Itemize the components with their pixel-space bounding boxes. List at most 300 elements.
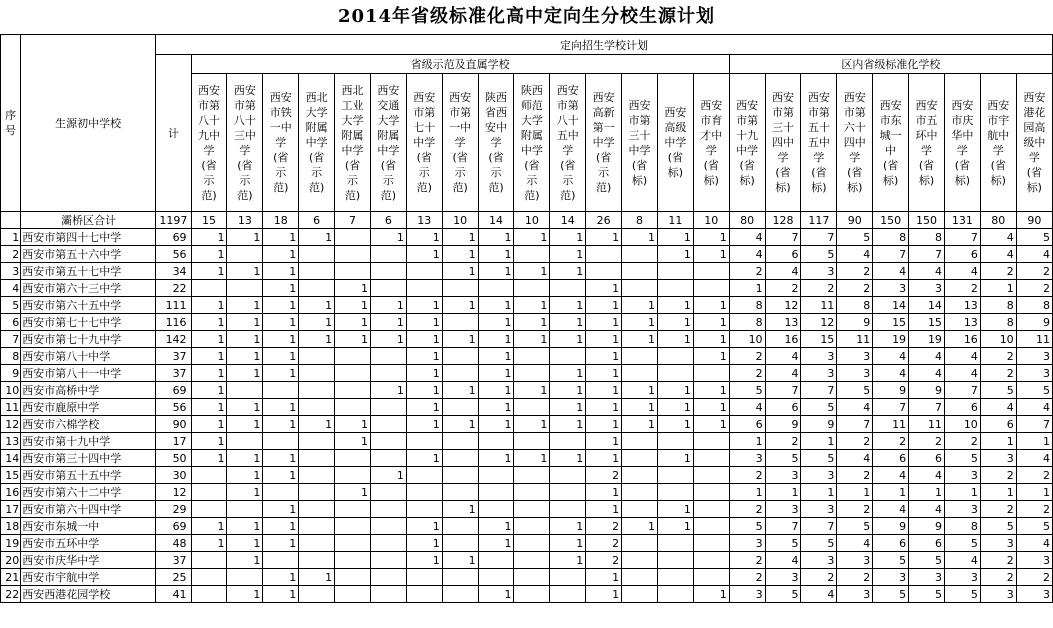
school-col-header: 西安市第十九中学(省标) — [729, 74, 765, 212]
quota-cell — [442, 314, 478, 331]
quota-cell: 1 — [227, 399, 263, 416]
quota-cell — [478, 467, 514, 484]
quota-cell: 19 — [909, 331, 945, 348]
quota-cell — [514, 484, 550, 501]
summary-cell: 18 — [263, 212, 299, 229]
quota-cell — [550, 467, 586, 484]
table-row — [1, 535, 1053, 552]
quota-cell: 1 — [191, 246, 227, 263]
summary-cell: 14 — [478, 212, 514, 229]
quota-cell — [657, 467, 693, 484]
quota-cell: 1 — [227, 314, 263, 331]
school-col-header: 西安市五环中学(省标) — [909, 74, 945, 212]
quota-cell — [657, 484, 693, 501]
quota-cell — [406, 586, 442, 603]
quota-cell — [442, 348, 478, 365]
quota-cell — [406, 263, 442, 280]
quota-cell — [514, 280, 550, 297]
quota-cell — [622, 246, 658, 263]
quota-cell: 1 — [299, 229, 335, 246]
quota-cell: 1 — [980, 433, 1016, 450]
quota-cell — [370, 246, 406, 263]
quota-cell — [335, 229, 371, 246]
quota-cell: 1 — [442, 331, 478, 348]
quota-cell: 2 — [586, 535, 622, 552]
quota-cell: 1 — [191, 348, 227, 365]
table-row — [1, 399, 1053, 416]
quota-cell: 1 — [514, 263, 550, 280]
quota-cell: 3 — [873, 280, 909, 297]
quota-cell: 1 — [299, 569, 335, 586]
school-name: 西安市五环中学 — [21, 535, 156, 552]
quota-cell — [299, 433, 335, 450]
quota-cell: 1 — [227, 416, 263, 433]
quota-cell: 1 — [263, 246, 299, 263]
quota-cell: 9 — [1016, 314, 1052, 331]
quota-cell: 4 — [837, 246, 873, 263]
table-row — [1, 348, 1053, 365]
row-index: 10 — [1, 382, 21, 399]
row-index: 16 — [1, 484, 21, 501]
quota-cell: 1 — [586, 348, 622, 365]
quota-cell: 5 — [980, 518, 1016, 535]
quota-cell: 1 — [227, 450, 263, 467]
quota-cell — [299, 263, 335, 280]
quota-cell: 5 — [873, 552, 909, 569]
quota-cell — [442, 586, 478, 603]
quota-cell: 1 — [191, 382, 227, 399]
quota-cell: 2 — [729, 467, 765, 484]
quota-cell: 1 — [586, 433, 622, 450]
school-col-header: 西安市第八十五中学(省示范) — [550, 74, 586, 212]
quota-cell: 1 — [263, 314, 299, 331]
summary-cell: 10 — [442, 212, 478, 229]
quota-cell: 6 — [765, 399, 801, 416]
row-total: 111 — [156, 297, 191, 314]
quota-cell: 1 — [550, 399, 586, 416]
quota-cell — [227, 433, 263, 450]
quota-cell — [191, 501, 227, 518]
quota-cell — [550, 586, 586, 603]
quota-cell: 1 — [657, 450, 693, 467]
quota-cell: 7 — [873, 246, 909, 263]
quota-cell: 2 — [729, 569, 765, 586]
quota-cell — [442, 399, 478, 416]
quota-cell: 1 — [586, 416, 622, 433]
quota-cell: 1 — [442, 552, 478, 569]
quota-cell: 1 — [227, 365, 263, 382]
quota-cell: 1 — [227, 552, 263, 569]
quota-cell — [478, 501, 514, 518]
quota-cell: 4 — [909, 263, 945, 280]
quota-cell: 3 — [980, 450, 1016, 467]
quota-cell: 1 — [370, 382, 406, 399]
quota-cell: 1 — [191, 433, 227, 450]
quota-cell — [335, 348, 371, 365]
summary-cell: 7 — [335, 212, 371, 229]
quota-cell: 1 — [980, 484, 1016, 501]
school-col-header: 西安市第七十中学(省示范) — [406, 74, 442, 212]
quota-cell — [514, 569, 550, 586]
quota-cell — [622, 586, 658, 603]
quota-cell: 3 — [837, 365, 873, 382]
school-name: 西安市第八十一中学 — [21, 365, 156, 382]
quota-cell: 1 — [478, 365, 514, 382]
quota-cell: 1 — [550, 365, 586, 382]
summary-cell: 10 — [514, 212, 550, 229]
quota-cell: 1 — [693, 382, 729, 399]
summary-label: 灞桥区合计 — [21, 212, 156, 229]
school-col-header: 西安交通大学附属中学(省示范) — [370, 74, 406, 212]
quota-cell: 1 — [263, 280, 299, 297]
quota-cell: 1 — [227, 348, 263, 365]
quota-cell — [263, 484, 299, 501]
quota-cell: 11 — [909, 416, 945, 433]
quota-cell: 5 — [837, 382, 873, 399]
quota-cell: 7 — [909, 246, 945, 263]
quota-cell — [191, 569, 227, 586]
quota-cell: 1 — [693, 297, 729, 314]
row-index: 7 — [1, 331, 21, 348]
quota-cell: 14 — [909, 297, 945, 314]
quota-cell — [657, 348, 693, 365]
quota-cell: 1 — [693, 246, 729, 263]
school-name: 西安市宇航中学 — [21, 569, 156, 586]
quota-cell: 1 — [335, 280, 371, 297]
quota-cell: 8 — [873, 229, 909, 246]
quota-cell — [406, 501, 442, 518]
quota-cell: 2 — [586, 518, 622, 535]
quota-cell: 1 — [478, 450, 514, 467]
quota-cell: 1 — [550, 246, 586, 263]
quota-cell: 3 — [1016, 586, 1052, 603]
quota-cell — [622, 348, 658, 365]
table-row — [1, 229, 1053, 246]
quota-cell: 8 — [729, 314, 765, 331]
quota-cell: 4 — [873, 348, 909, 365]
row-total: 50 — [156, 450, 191, 467]
summary-cell: 150 — [873, 212, 909, 229]
quota-cell: 7 — [909, 399, 945, 416]
quota-cell: 1 — [227, 518, 263, 535]
quota-cell: 1 — [227, 484, 263, 501]
quota-cell: 1 — [729, 433, 765, 450]
quota-cell: 1 — [227, 263, 263, 280]
quota-cell: 1 — [657, 501, 693, 518]
quota-cell: 1 — [693, 348, 729, 365]
quota-cell — [693, 467, 729, 484]
quota-cell: 4 — [944, 348, 980, 365]
quota-cell: 2 — [801, 280, 837, 297]
quota-cell — [622, 501, 658, 518]
row-total: 69 — [156, 518, 191, 535]
quota-cell: 1 — [693, 586, 729, 603]
school-col-header: 西安高新第一中学(省示范) — [586, 74, 622, 212]
quota-cell: 3 — [1016, 348, 1052, 365]
row-total: 41 — [156, 586, 191, 603]
quota-cell: 19 — [873, 331, 909, 348]
quota-cell: 1 — [442, 263, 478, 280]
quota-cell: 1 — [550, 263, 586, 280]
quota-cell: 1 — [1016, 433, 1052, 450]
quota-cell: 1 — [622, 297, 658, 314]
quota-cell: 1 — [263, 450, 299, 467]
quota-cell: 2 — [837, 569, 873, 586]
quota-cell: 11 — [873, 416, 909, 433]
row-total: 37 — [156, 552, 191, 569]
quota-cell: 1 — [514, 314, 550, 331]
quota-cell: 11 — [1016, 331, 1052, 348]
quota-cell: 14 — [873, 297, 909, 314]
quota-cell: 4 — [944, 263, 980, 280]
quota-cell: 6 — [873, 535, 909, 552]
school-col-header: 西安市第三十中学(省标) — [622, 74, 658, 212]
quota-cell: 4 — [980, 229, 1016, 246]
quota-cell: 1 — [550, 229, 586, 246]
quota-cell — [191, 280, 227, 297]
quota-cell: 4 — [873, 467, 909, 484]
quota-cell — [622, 280, 658, 297]
quota-cell: 11 — [801, 297, 837, 314]
row-index: 21 — [1, 569, 21, 586]
quota-cell: 3 — [944, 501, 980, 518]
quota-cell: 6 — [873, 450, 909, 467]
quota-cell: 4 — [837, 535, 873, 552]
school-col-header: 西安高级中学(省标) — [657, 74, 693, 212]
quota-cell — [370, 552, 406, 569]
quota-cell: 7 — [801, 229, 837, 246]
quota-cell: 11 — [837, 331, 873, 348]
quota-cell: 4 — [837, 450, 873, 467]
quota-cell: 1 — [801, 484, 837, 501]
school-name: 西安市第五十七中学 — [21, 263, 156, 280]
quota-cell — [299, 246, 335, 263]
quota-cell: 1 — [586, 501, 622, 518]
quota-cell: 3 — [837, 586, 873, 603]
quota-cell: 4 — [729, 229, 765, 246]
quota-cell — [693, 263, 729, 280]
quota-cell: 6 — [909, 450, 945, 467]
quota-cell: 1 — [765, 484, 801, 501]
quota-cell: 4 — [909, 501, 945, 518]
summary-total: 1197 — [156, 212, 191, 229]
quota-cell: 4 — [1016, 399, 1052, 416]
quota-cell: 3 — [729, 450, 765, 467]
quota-cell: 1 — [191, 297, 227, 314]
school-name: 西安市第五十六中学 — [21, 246, 156, 263]
quota-cell: 1 — [514, 297, 550, 314]
quota-cell — [478, 280, 514, 297]
quota-cell — [514, 535, 550, 552]
quota-cell: 4 — [765, 348, 801, 365]
quota-cell: 1 — [657, 518, 693, 535]
quota-cell: 2 — [837, 433, 873, 450]
seq-header: 序号 — [1, 35, 21, 212]
quota-cell: 1 — [478, 348, 514, 365]
quota-cell: 1 — [191, 263, 227, 280]
quota-cell: 1 — [478, 229, 514, 246]
plan-group-header: 定向招生学校计划 — [156, 35, 1053, 55]
quota-cell: 16 — [944, 331, 980, 348]
quota-cell: 13 — [765, 314, 801, 331]
quota-cell: 7 — [765, 518, 801, 535]
quota-cell — [191, 586, 227, 603]
quota-cell: 1 — [1016, 484, 1052, 501]
quota-cell — [299, 365, 335, 382]
quota-cell: 5 — [801, 246, 837, 263]
school-name: 西安市东城一中 — [21, 518, 156, 535]
row-index: 15 — [1, 467, 21, 484]
quota-cell: 3 — [944, 467, 980, 484]
summary-cell: 6 — [299, 212, 335, 229]
quota-cell: 2 — [1016, 569, 1052, 586]
quota-cell: 3 — [1016, 365, 1052, 382]
quota-cell: 1 — [191, 518, 227, 535]
quota-cell — [514, 348, 550, 365]
quota-cell: 1 — [263, 518, 299, 535]
quota-cell — [370, 450, 406, 467]
row-total: 116 — [156, 314, 191, 331]
quota-cell: 7 — [944, 382, 980, 399]
quota-cell: 1 — [693, 314, 729, 331]
quota-cell: 1 — [693, 416, 729, 433]
quota-cell: 2 — [1016, 467, 1052, 484]
quota-cell: 4 — [873, 365, 909, 382]
quota-cell: 3 — [837, 552, 873, 569]
quota-cell: 1 — [406, 535, 442, 552]
quota-cell: 10 — [729, 331, 765, 348]
quota-cell: 3 — [980, 535, 1016, 552]
row-total: 90 — [156, 416, 191, 433]
quota-cell: 1 — [909, 484, 945, 501]
quota-cell: 1 — [370, 331, 406, 348]
quota-cell — [442, 433, 478, 450]
quota-cell — [693, 484, 729, 501]
quota-cell — [622, 263, 658, 280]
quota-cell: 1 — [478, 586, 514, 603]
quota-cell — [514, 552, 550, 569]
quota-cell: 2 — [729, 348, 765, 365]
school-col-header: 西安市东城一中(省标) — [873, 74, 909, 212]
quota-cell: 1 — [657, 246, 693, 263]
quota-cell: 1 — [478, 535, 514, 552]
school-name: 西安市第七十七中学 — [21, 314, 156, 331]
quota-cell: 1 — [406, 518, 442, 535]
quota-cell: 1 — [299, 314, 335, 331]
quota-cell: 1 — [263, 365, 299, 382]
quota-cell: 1 — [227, 297, 263, 314]
row-total: 56 — [156, 246, 191, 263]
quota-cell: 1 — [478, 314, 514, 331]
quota-cell: 6 — [980, 416, 1016, 433]
quota-cell: 1 — [406, 314, 442, 331]
quota-cell: 1 — [729, 280, 765, 297]
quota-cell: 2 — [980, 348, 1016, 365]
quota-cell — [191, 467, 227, 484]
quota-cell: 1 — [442, 297, 478, 314]
quota-cell: 1 — [406, 297, 442, 314]
quota-cell: 1 — [335, 433, 371, 450]
quota-cell: 3 — [765, 569, 801, 586]
quota-cell: 2 — [909, 433, 945, 450]
quota-cell — [227, 280, 263, 297]
quota-cell: 1 — [227, 586, 263, 603]
quota-cell — [442, 450, 478, 467]
quota-cell — [657, 280, 693, 297]
quota-cell — [514, 467, 550, 484]
quota-cell: 1 — [263, 586, 299, 603]
row-index: 2 — [1, 246, 21, 263]
quota-cell: 12 — [765, 297, 801, 314]
quota-cell — [622, 535, 658, 552]
quota-cell: 2 — [765, 433, 801, 450]
quota-cell: 3 — [765, 467, 801, 484]
quota-cell: 1 — [550, 382, 586, 399]
quota-cell: 1 — [586, 314, 622, 331]
quota-cell: 3 — [909, 569, 945, 586]
quota-cell: 4 — [765, 365, 801, 382]
school-col-header: 西安市第八十三中学(省示范) — [227, 74, 263, 212]
quota-cell: 1 — [406, 331, 442, 348]
row-total: 29 — [156, 501, 191, 518]
quota-cell: 1 — [550, 416, 586, 433]
school-col-header: 西北工业大学附属中学(省示范) — [335, 74, 371, 212]
school-col-header: 西北大学附属中学(省示范) — [299, 74, 335, 212]
quota-cell: 1 — [622, 416, 658, 433]
quota-cell: 1 — [263, 569, 299, 586]
table-row — [1, 280, 1053, 297]
table-row — [1, 569, 1053, 586]
quota-cell: 1 — [478, 246, 514, 263]
quota-cell: 1 — [693, 229, 729, 246]
quota-cell: 1 — [586, 382, 622, 399]
quota-cell: 1 — [693, 399, 729, 416]
quota-cell: 1 — [406, 229, 442, 246]
quota-cell — [299, 450, 335, 467]
table-row — [1, 552, 1053, 569]
quota-cell — [406, 467, 442, 484]
quota-cell: 1 — [657, 382, 693, 399]
quota-cell: 1 — [406, 348, 442, 365]
quota-cell: 3 — [801, 348, 837, 365]
quota-cell: 1 — [335, 331, 371, 348]
quota-cell: 8 — [729, 297, 765, 314]
school-name: 西安市鹿原中学 — [21, 399, 156, 416]
quota-cell — [478, 433, 514, 450]
quota-cell: 2 — [980, 263, 1016, 280]
quota-cell: 5 — [801, 535, 837, 552]
row-total: 69 — [156, 382, 191, 399]
quota-cell: 1 — [263, 297, 299, 314]
school-name: 西安市第五十五中学 — [21, 467, 156, 484]
quota-cell: 1 — [514, 229, 550, 246]
quota-cell: 1 — [263, 331, 299, 348]
quota-cell: 2 — [586, 552, 622, 569]
summary-cell: 90 — [837, 212, 873, 229]
quota-cell: 8 — [909, 229, 945, 246]
table-row — [1, 467, 1053, 484]
quota-cell — [335, 450, 371, 467]
summary-cell: 128 — [765, 212, 801, 229]
summary-cell: 150 — [909, 212, 945, 229]
row-index: 12 — [1, 416, 21, 433]
quota-cell — [299, 382, 335, 399]
quota-cell: 7 — [765, 229, 801, 246]
quota-cell: 4 — [765, 552, 801, 569]
quota-cell: 12 — [801, 314, 837, 331]
quota-cell: 1 — [622, 331, 658, 348]
quota-cell — [442, 569, 478, 586]
